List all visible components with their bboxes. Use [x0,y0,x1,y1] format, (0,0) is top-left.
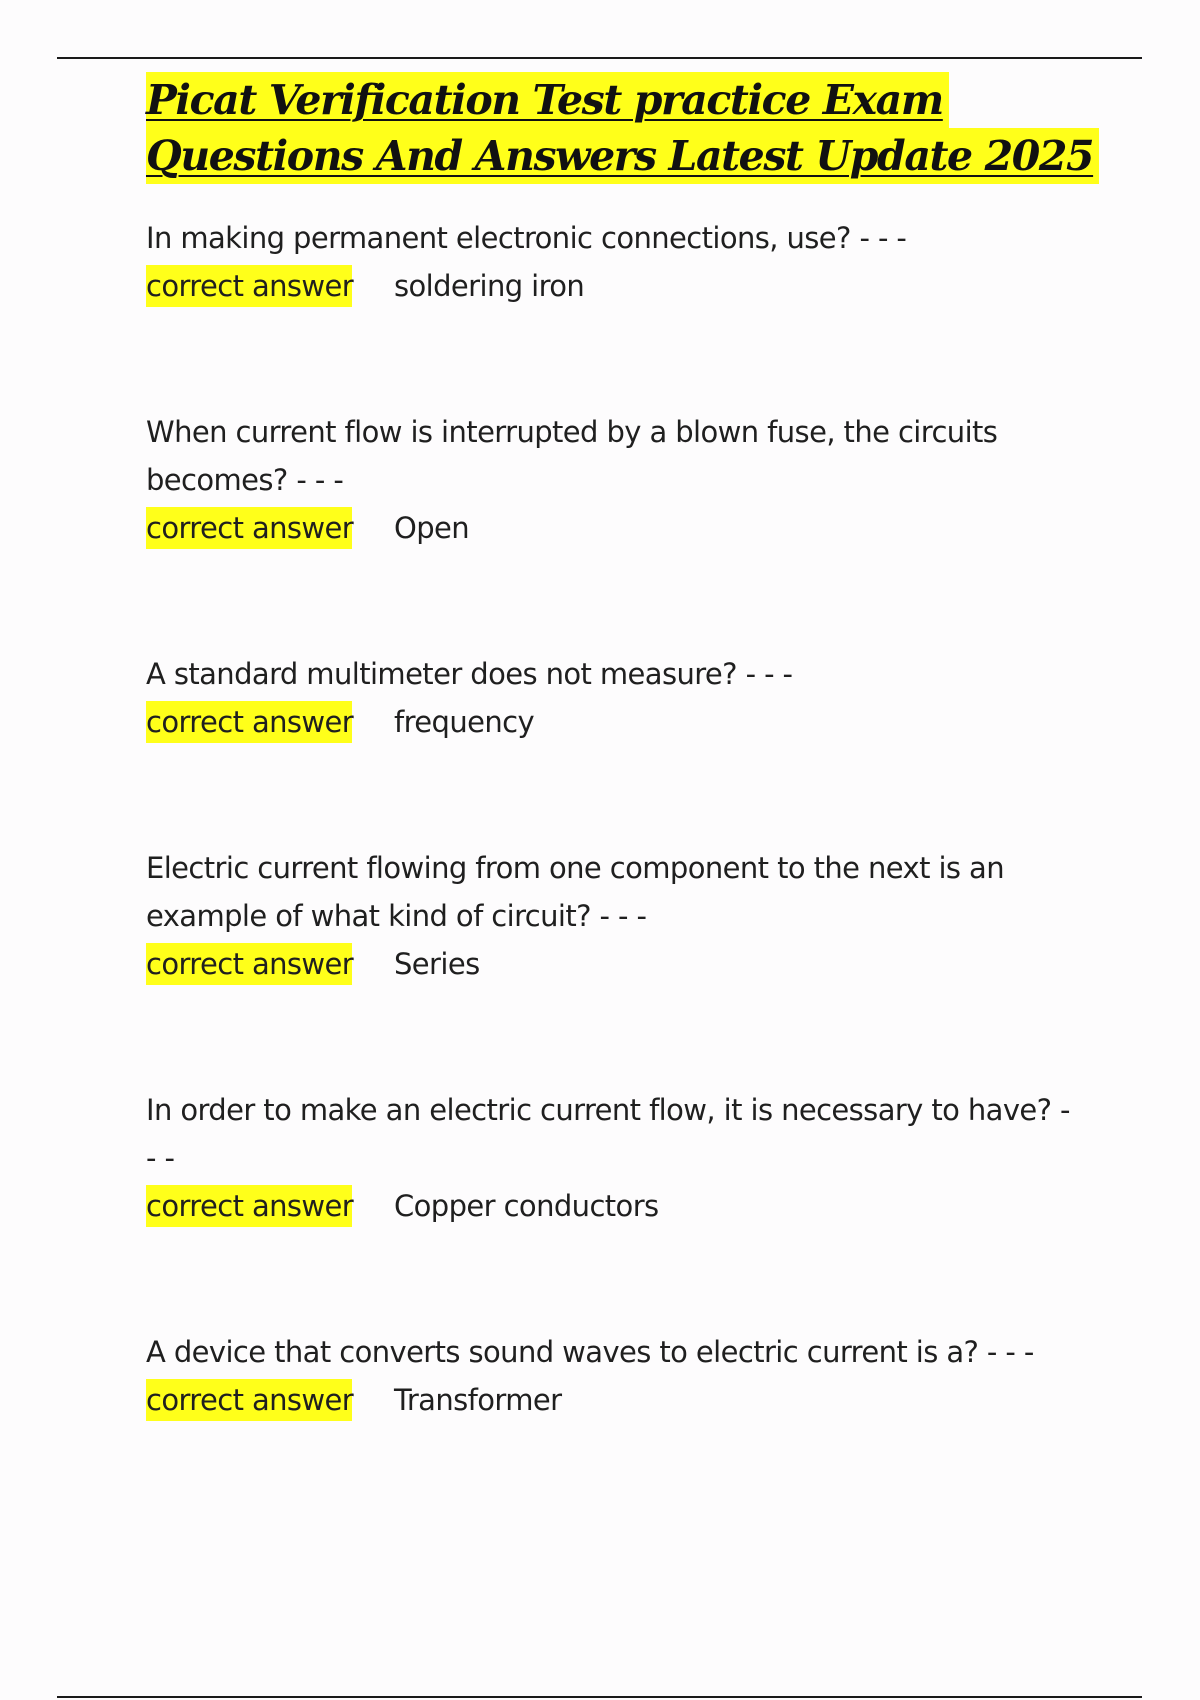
question-text: A device that converts sound waves to electric current is a? - - - [146,1335,1034,1369]
title-line-2: Questions And Answers Latest Update 2025 [146,128,1099,184]
answer-text: Transformer [394,1383,562,1417]
qa-item [146,1086,1086,1230]
qa-item [146,1328,1086,1424]
answer-label: correct answer [146,1379,352,1421]
answer-text: Series [394,947,480,981]
answer-text: Open [394,511,470,545]
header-rule [57,57,1142,59]
qa-item [146,844,1086,988]
qa-list [146,214,1086,1424]
answer-label: correct answer [146,701,352,743]
question-text: A standard multimeter does not measure? - - - [146,657,793,691]
question-text: In order to make an electric current flow, it is necessary to have? - - - [146,1093,1070,1175]
document-title [146,72,1094,184]
answer-row [146,940,1086,988]
document-body [146,72,1094,1424]
question-text: When current flow is interrupted by a blown fuse, the circuits becomes? - - - [146,415,998,497]
footer-rule [57,1696,1142,1698]
answer-label: correct answer [146,507,352,549]
answer-row [146,262,1086,310]
qa-item [146,650,1086,746]
answer-row [146,504,1086,552]
answer-label: correct answer [146,943,352,985]
question-text: Electric current flowing from one component to the next is an example of what kind of circuit? - - - [146,851,1005,933]
answer-text: soldering iron [394,269,585,303]
answer-text: frequency [394,705,535,739]
answer-label: correct answer [146,265,352,307]
question-text: In making permanent electronic connections, use? - - - [146,221,907,255]
answer-row [146,1182,1086,1230]
qa-item [146,408,1086,552]
qa-item [146,214,1086,310]
answer-row [146,1376,1086,1424]
answer-row [146,698,1086,746]
answer-text: Copper conductors [394,1189,659,1223]
title-line-1: Picat Verification Test practice Exam [146,72,949,128]
answer-label: correct answer [146,1185,352,1227]
